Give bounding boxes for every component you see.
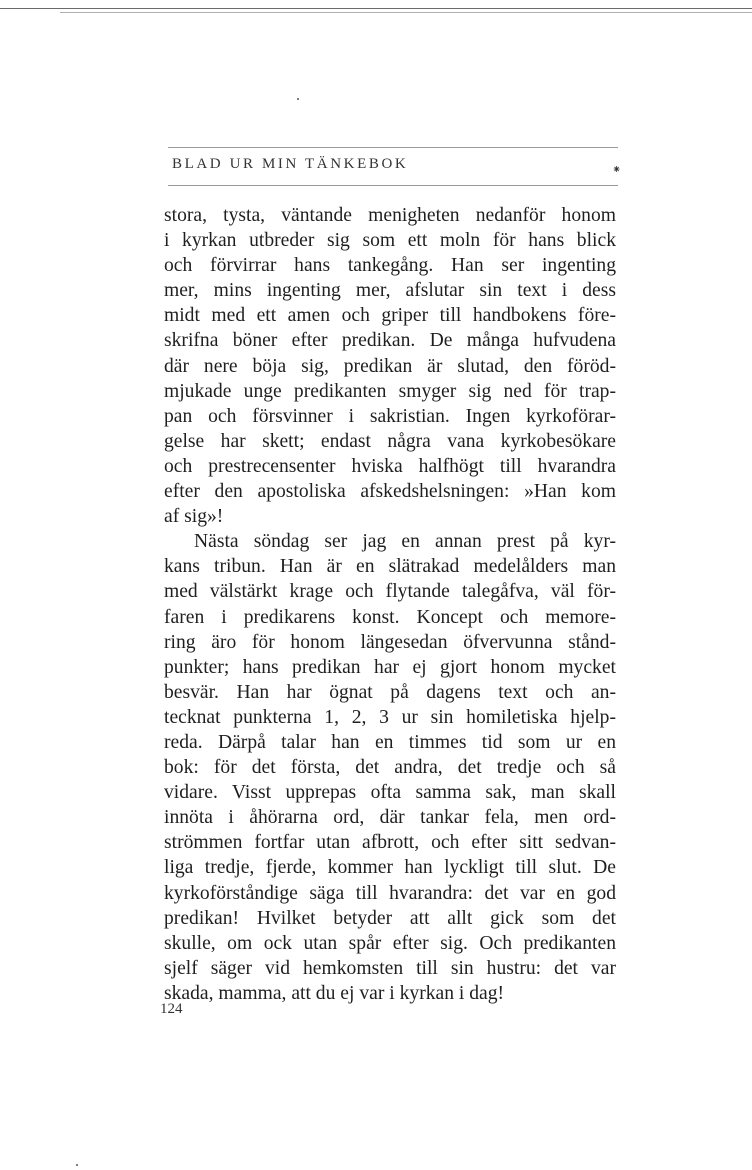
text-line: med välstärkt krage och flytande talegåfva, väl för-	[164, 581, 616, 603]
running-head: BLAD UR MIN TÄNKEBOK	[172, 156, 409, 172]
text-line: skrifna böner efter predikan. De många hufvudena	[164, 330, 616, 352]
text-line: i kyrkan utbreder sig som ett moln för hans blick	[164, 230, 616, 252]
header-rule-bottom	[168, 185, 618, 186]
page-top-edge	[0, 8, 752, 9]
ornament-icon: ⁕	[612, 163, 622, 176]
text-line: skada, mamma, att du ej var i kyrkan i dag!	[164, 982, 505, 1004]
page-number: 124	[160, 1001, 183, 1017]
text-line: pan och försvinner i sakristian. Ingen kyrkoförar-	[164, 405, 616, 427]
text-line: skulle, om ock utan spår efter sig. Och predikanten	[164, 932, 616, 954]
text-line: liga tredje, fjerde, kommer han lyckligt till slut. De	[164, 857, 616, 879]
text-line: bok: för det första, det andra, det tredje och så	[164, 757, 616, 779]
text-line: och förvirrar hans tankegång. Han ser ingenting	[164, 255, 616, 277]
text-line: kans tribun. Han är en slätrakad medelålders man	[164, 556, 616, 578]
text-line: stora, tysta, väntande menigheten nedanför honom	[164, 205, 616, 226]
text-line: efter den apostoliska afskedshelsningen: »Han kom	[164, 481, 616, 503]
text-line: midt med ett amen och griper till handbokens före-	[164, 305, 616, 327]
paper-speck	[297, 98, 299, 100]
text-line: besvär. Han har ögnat på dagens text och an-	[164, 681, 616, 703]
text-line: ring äro för honom längesedan öfvervunna stånd-	[164, 631, 616, 653]
text-line: kyrkoförståndige säga till hvarandra: det var en god	[164, 882, 616, 904]
text-line: predikan! Hvilket betyder att allt gick som det	[164, 907, 616, 929]
text-line: faren i predikarens konst. Koncept och memore-	[164, 606, 616, 628]
text-line: där nere böja sig, predikan är slutad, den föröd-	[164, 355, 616, 377]
body-text	[164, 203, 616, 1006]
text-line: innöta i åhörarna ord, där tankar fela, men ord-	[164, 807, 616, 829]
text-line: tecknat punkterna 1, 2, 3 ur sin homiletiska hjelp-	[164, 706, 616, 728]
text-line: reda. Därpå talar han en timmes tid som ur en	[164, 731, 616, 753]
paragraph-first-line: Nästa söndag ser jag en annan prest på kyr-	[194, 531, 616, 553]
text-line: gelse har skett; endast några vana kyrkobesökare	[164, 430, 616, 452]
text-line: vidare. Visst upprepas ofta samma sak, man skall	[164, 782, 616, 804]
text-line: mer, mins ingenting mer, afslutar sin text i dess	[164, 280, 616, 302]
paper-speck	[76, 1164, 78, 1166]
text-line: strömmen fortfar utan afbrott, och efter sitt sedvan-	[164, 832, 616, 854]
text-line: och prestrecensenter hviska halfhögt till hvarandra	[164, 455, 616, 477]
header-rule-top	[168, 147, 618, 148]
text-line: mjukade unge predikanten smyger sig ned för trap-	[164, 380, 616, 402]
text-line: af sig»!	[164, 506, 224, 528]
text-line: sjelf säger vid hemkomsten till sin hustru: det var	[164, 957, 616, 979]
text-line: punkter; hans predikan har ej gjort honom mycket	[164, 656, 616, 678]
page-top-edge-shadow	[60, 12, 752, 13]
